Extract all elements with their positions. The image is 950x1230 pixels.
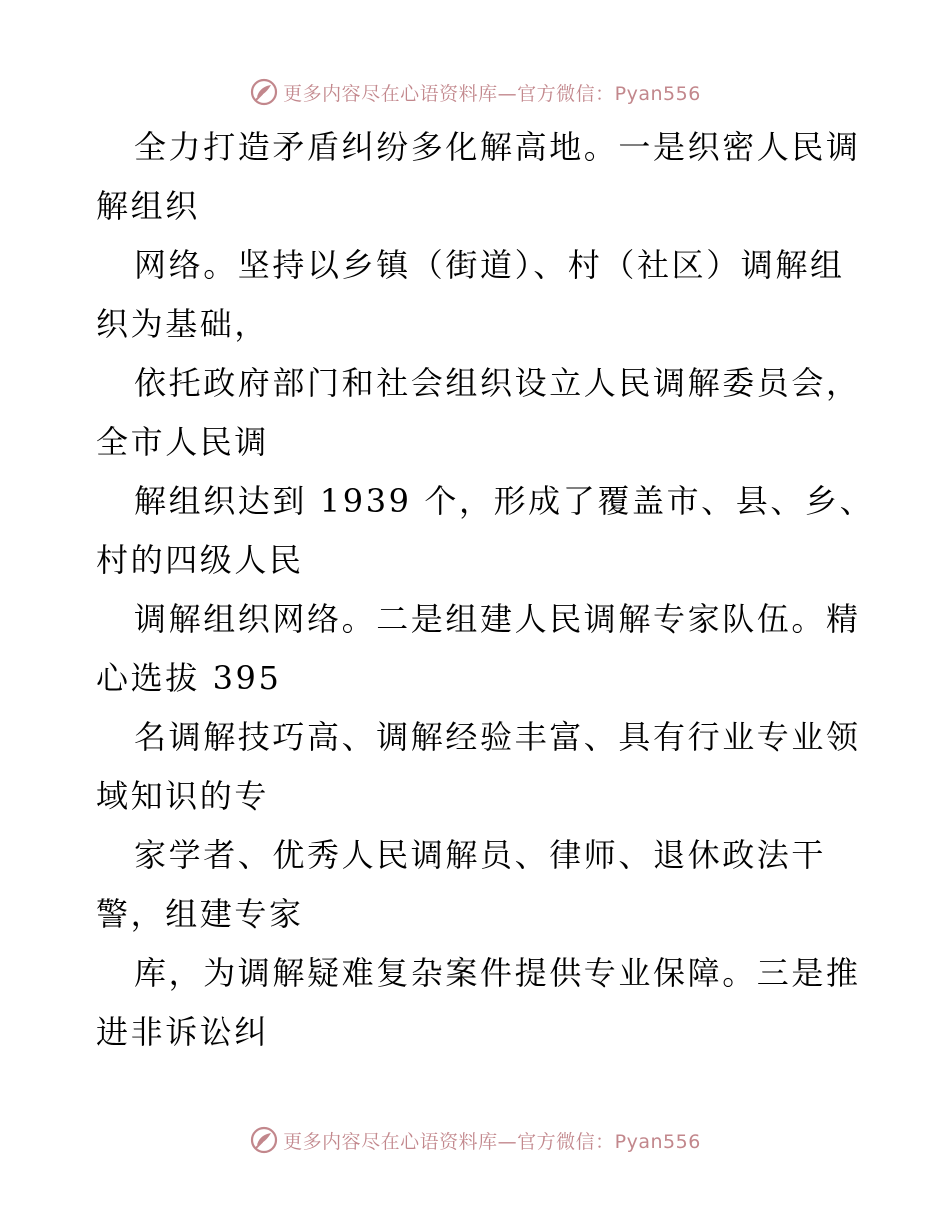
lotus-pen-logo-icon xyxy=(249,77,279,107)
body-line: 网络。坚持以乡镇（街道）、村（社区）调解组 xyxy=(134,246,845,284)
body-line: 进非诉讼纠 xyxy=(96,1013,270,1051)
body-line: 家学者、优秀人民调解员、律师、退休政法干 xyxy=(134,836,827,874)
body-line: 织为基础， xyxy=(96,305,270,343)
page-header xyxy=(0,72,950,112)
body-line: 调解组织网络。二是组建人民调解专家队伍。精 xyxy=(134,600,861,638)
body-line: 解组织达到 1939 个，形成了覆盖市、县、乡、 xyxy=(134,482,875,520)
document-body xyxy=(96,118,875,1062)
body-line: 全市人民调 xyxy=(96,423,270,461)
body-line: 名调解技巧高、调解经验丰富、具有行业专业领 xyxy=(134,718,861,756)
body-line: 库，为调解疑难复杂案件提供专业保障。三是推 xyxy=(134,954,861,992)
body-line: 域知识的专 xyxy=(96,777,270,815)
body-line: 警，组建专家 xyxy=(96,895,304,933)
page-footer xyxy=(0,1120,950,1160)
body-line: 全力打造矛盾纠纷多化解高地。一是织密人民调 xyxy=(134,128,861,166)
body-line: 心选拔 395 xyxy=(96,659,282,697)
body-line: 解组织 xyxy=(96,187,200,225)
body-line: 村的四级人民 xyxy=(96,541,304,579)
header-text: 更多内容尽在心语资料库—官方微信：Pyan556 xyxy=(283,82,701,105)
footer-text: 更多内容尽在心语资料库—官方微信：Pyan556 xyxy=(283,1130,701,1153)
body-line: 依托政府部门和社会组织设立人民调解委员会， xyxy=(134,364,861,402)
lotus-pen-logo-icon xyxy=(249,1125,279,1155)
